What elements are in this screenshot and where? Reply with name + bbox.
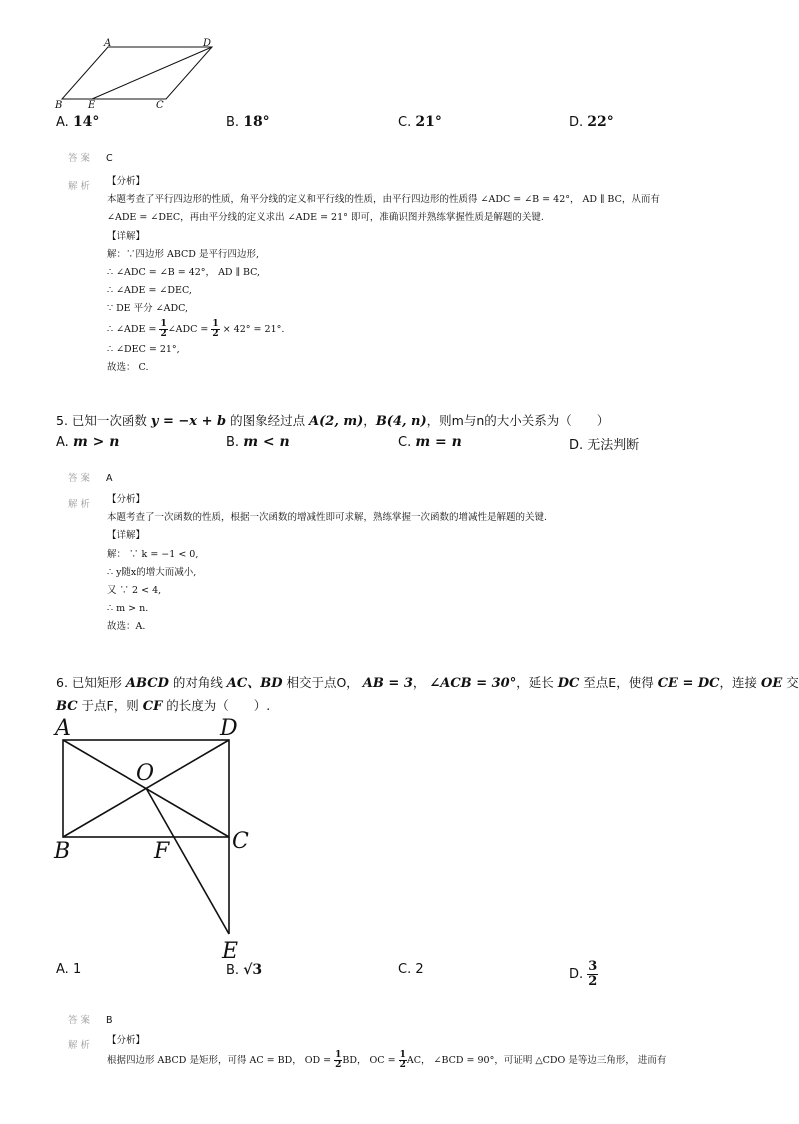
analysis-line: 【分析】 <box>107 494 146 505</box>
analysis-line: ∠ADE = ∠DEC，再由平分线的定义求出 ∠ADE = 21° 即可，准确识图并熟练掌握性质是解题的关键. <box>107 212 544 224</box>
analysis-line: 本题考查了一次函数的性质，根据一次函数的增减性即可求解，熟练掌握一次函数的增减性是解题的关键. <box>107 512 548 524</box>
q4-option-d[interactable]: D. 22° <box>569 114 614 130</box>
analysis-line: 【分析】 <box>107 176 146 187</box>
label-a: A <box>55 716 71 741</box>
fraction: $\frac{1}{2}$ <box>212 318 219 339</box>
q6-option-b[interactable]: B. √3 <box>226 962 263 978</box>
analysis-line: 又 ∵ 2 < 4, <box>107 585 162 597</box>
analysis-line: ∴ ∠DEC = 21°, <box>107 343 180 355</box>
label-f: F <box>154 839 170 864</box>
analysis-line: 解：∵四边形 ABCD 是平行四边形, <box>107 248 259 260</box>
parallelogram-abcd <box>62 47 212 99</box>
q5-option-a[interactable]: A. m > n <box>56 434 120 450</box>
analysis-line: 【分析】 <box>107 1035 146 1046</box>
label-e: E <box>88 100 96 111</box>
q6-stem: 6. 已知矩形 ABCD 的对角线 AC、BD 相交于点O， AB = 3， ∠ACB = 30°，延长 DC 至点E，使得 CE = DC，连接 OE 交 BC 于点F，则 CF 的长度为（ ）. <box>56 675 799 714</box>
analysis-line: ∴ y随x的增大而减小, <box>107 566 197 578</box>
q5-option-c[interactable]: C. m = n <box>398 434 462 450</box>
q6-analysis <box>107 1032 747 1072</box>
q6-option-a[interactable]: A. 1 <box>56 962 82 977</box>
label-c: C <box>156 100 164 111</box>
q6-answer: 答案 B <box>68 1015 113 1026</box>
label-c: C <box>232 829 249 854</box>
analysis-line: ∵ DE 平分 ∠ADC, <box>107 303 189 315</box>
q4-option-c[interactable]: C. 21° <box>398 114 442 130</box>
q4-option-b[interactable]: B. 18° <box>226 114 270 130</box>
q5-stem: 5. 已知一次函数 y = −x + b 的图象经过点 A(2, m)，B(4, n)，则m与n的大小关系为（ ） <box>56 413 610 429</box>
label-b: B <box>54 839 71 864</box>
q5-options <box>56 434 756 456</box>
label-e: E <box>222 939 239 964</box>
q5-answer: 答案 A <box>68 473 113 484</box>
analysis-line: 本题考查了平行四边形的性质，角平分线的定义和平行线的性质，由平行四边形的性质得 ∠ADC = ∠B = 42°， AD ∥ BC，从而有 <box>107 194 660 206</box>
answer-tag: 答案 <box>68 153 94 164</box>
fraction: $\frac{1}{2}$ <box>399 1050 406 1071</box>
analysis-line-fraction: 根据四边形 ABCD 是矩形，可得 AC = BD， OD = $\frac{1}{2}$ BD， OC = $\frac{1}{2}$ AC， ∠BCD = 90°，可证明 △CDO 是等边三角形， 进而有 <box>107 1050 667 1071</box>
analysis-line-fraction: ∴ ∠ADE = $\frac{1}{2}$ ∠ADC = $\frac{1}{2}$ × 42° = 21°. <box>107 318 285 339</box>
q5-option-b[interactable]: B. m < n <box>226 434 290 450</box>
fraction: $\frac{1}{2}$ <box>160 318 167 339</box>
label-o: O <box>136 761 155 786</box>
label-d: D <box>220 716 238 741</box>
label-d: D <box>203 38 212 49</box>
q4-option-a[interactable]: A. 14° <box>56 114 100 130</box>
q6-analysis-tag: 解析 <box>68 1040 94 1051</box>
analysis-line: 解： ∵ k = −1 < 0, <box>107 548 199 560</box>
analysis-line: ∴ ∠ADE = ∠DEC, <box>107 285 192 297</box>
fraction: $\frac{1}{2}$ <box>335 1050 342 1071</box>
analysis-line: 【详解】 <box>107 530 146 542</box>
segment-de <box>92 47 212 99</box>
q4-answer <box>68 150 113 164</box>
rectangle-figure <box>50 712 270 962</box>
q5-analysis <box>107 491 747 637</box>
q6-option-d[interactable]: D. $\frac{3}{2}$ <box>569 959 598 989</box>
label-b: B <box>55 100 63 111</box>
label-a: A <box>104 38 112 49</box>
q5-analysis-tag: 解析 <box>68 499 94 510</box>
q4-options <box>56 114 756 136</box>
q6-options <box>56 959 756 996</box>
q5-option-d[interactable]: D. 无法判断 <box>569 438 640 453</box>
analysis-line: 故选：A. <box>107 621 146 633</box>
analysis-line: 故选： C. <box>107 361 149 373</box>
answer-value: C <box>106 153 113 164</box>
analysis-line: ∴ m > n. <box>107 603 149 615</box>
analysis-line: ∴ ∠ADC = ∠B = 42°， AD ∥ BC, <box>107 267 261 279</box>
fraction: $\frac{3}{2}$ <box>588 959 598 989</box>
q4-analysis-tag: 解析 <box>68 181 94 192</box>
parallelogram-figure <box>50 36 230 112</box>
q4-analysis <box>107 173 747 377</box>
q6-option-c[interactable]: C. 2 <box>398 962 424 977</box>
analysis-line: 【详解】 <box>107 230 146 242</box>
